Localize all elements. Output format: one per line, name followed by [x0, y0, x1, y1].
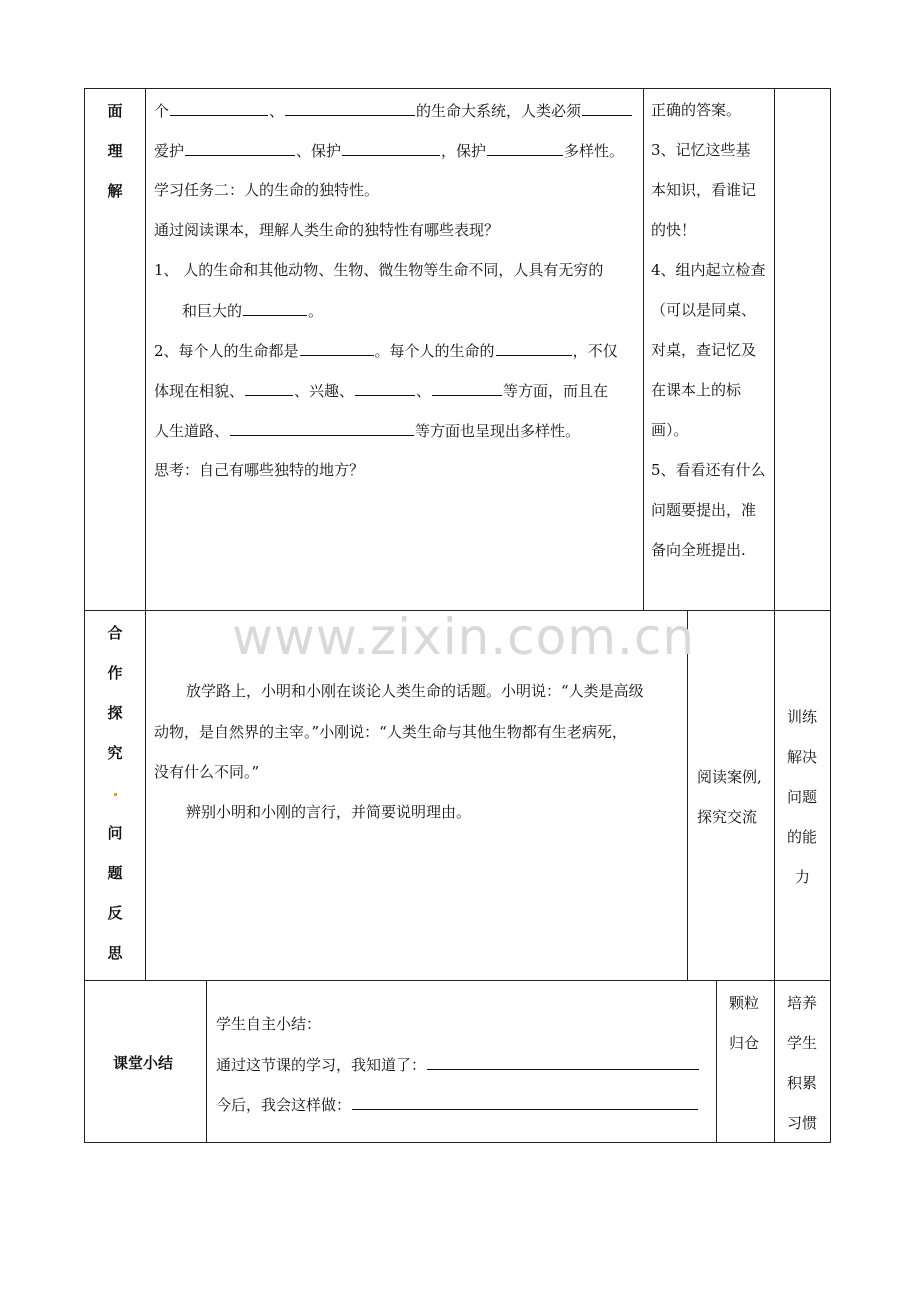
- think-question: 思考：自己有哪些独特的地方？: [154, 461, 365, 479]
- s1-col-1: [145, 88, 146, 610]
- label-char: 理: [107, 142, 123, 160]
- blank[interactable]: [496, 340, 572, 356]
- activity-line: 在课本上的标: [651, 381, 742, 399]
- case-line-3: 没有什么不同。”: [154, 763, 260, 781]
- item-1-line-2: [182, 300, 323, 321]
- s2-col-1: [145, 610, 146, 980]
- s1-col-3: [774, 88, 775, 610]
- text: 。每个人的生命的: [374, 342, 495, 360]
- blank[interactable]: [432, 380, 502, 396]
- s3-col-3: [774, 980, 775, 1142]
- table-border-right: [830, 88, 831, 1143]
- item-2-line-1: [154, 340, 618, 361]
- blank[interactable]: [355, 380, 415, 396]
- activity-line: 4、组内起立检查: [651, 261, 766, 279]
- s3-col-1: [206, 980, 207, 1142]
- blank[interactable]: [285, 100, 415, 116]
- blank[interactable]: [582, 100, 632, 116]
- activity-line: 备向全班提出.: [651, 541, 746, 559]
- text: 的生命大系统，人类必须: [416, 102, 582, 120]
- section2-label: [98, 622, 132, 982]
- text: 、兴趣、: [294, 382, 355, 400]
- text: 、保护: [296, 142, 342, 160]
- instruction-text: 通过阅读课本，理解人类生命的独特性有哪些表现？: [154, 221, 500, 239]
- label-char: 作: [107, 664, 123, 682]
- blank[interactable]: [245, 380, 293, 396]
- label-char: 究: [107, 744, 123, 762]
- fill-line-2: [154, 140, 624, 161]
- activity-line: 问题要提出，准: [651, 501, 757, 519]
- text: 爱护: [154, 142, 185, 160]
- text: 、: [269, 102, 285, 120]
- item-1-line-1: 1、 人的生命和其他动物、生物、微生物等生命不同，人具有无穷的: [154, 261, 604, 279]
- summary-line-2: [216, 1094, 699, 1115]
- label-char: 问: [107, 824, 123, 842]
- mark-dot: [98, 778, 132, 822]
- s2-col-3: [774, 610, 775, 980]
- blank[interactable]: [487, 140, 563, 156]
- blank[interactable]: [342, 140, 440, 156]
- text: ，不仅: [572, 342, 618, 360]
- label-char: 探: [107, 704, 123, 722]
- s1-col-2: [643, 88, 644, 610]
- activity-line: 阅读案例,: [697, 768, 762, 786]
- blank[interactable]: [352, 1094, 698, 1110]
- item-2-line-2: [154, 380, 608, 401]
- label-char: 合: [107, 624, 123, 642]
- goal-line: 的能: [787, 828, 818, 846]
- summary-line-1: [216, 1054, 700, 1075]
- summary-heading: 学生自主小结：: [216, 1015, 322, 1033]
- text: 。: [308, 302, 324, 320]
- text: 人生道路、: [154, 422, 230, 440]
- blank[interactable]: [185, 140, 295, 156]
- text: 多样性。: [564, 142, 625, 160]
- activity-line: 3、记忆这些基: [651, 141, 751, 159]
- blank[interactable]: [300, 340, 374, 356]
- text: ，保护: [441, 142, 487, 160]
- table-border-left: [84, 88, 85, 1143]
- activity-line: 归仓: [729, 1034, 760, 1052]
- text: 等方面也呈现出多样性。: [415, 422, 581, 440]
- blank[interactable]: [243, 300, 307, 316]
- text: 等方面，而且在: [503, 382, 609, 400]
- label-char: 解: [107, 182, 123, 200]
- label-char: 思: [107, 944, 123, 962]
- text: 今后，我会这样做：: [216, 1096, 352, 1114]
- activity-line: 正确的答案。: [651, 101, 742, 119]
- activity-line: 本知识，看谁记: [651, 181, 757, 199]
- goal-line: 学生: [787, 1034, 818, 1052]
- activity-line: 探究交流: [697, 808, 758, 826]
- text: 通过这节课的学习，我知道了：: [216, 1056, 427, 1074]
- case-line-2: 动物，是自然界的主宰。”小刚说：“人类生命与其他生物都有生老病死，: [154, 723, 627, 741]
- section3-label: 课堂小结: [113, 1054, 174, 1072]
- s3-col-2: [716, 980, 717, 1142]
- activity-line: 颗粒: [729, 994, 760, 1012]
- case-line-1: 放学路上，小明和小刚在谈论人类生命的话题。小明说：“人类是高级: [186, 682, 644, 700]
- row-divider-2: [84, 980, 831, 981]
- task-two-heading: 学习任务二：人的生命的独特性。: [154, 181, 380, 199]
- text: 2、每个人的生命都是: [154, 342, 299, 360]
- activity-line: 5、看看还有什么: [651, 461, 766, 479]
- blank[interactable]: [230, 420, 414, 436]
- watermark: www.zixin.com.cn: [232, 608, 696, 666]
- fill-line-1: [154, 100, 633, 121]
- text: 、: [416, 382, 432, 400]
- goal-line: 训练: [787, 708, 818, 726]
- blank[interactable]: [427, 1054, 699, 1070]
- goal-line: 力: [795, 868, 811, 886]
- activity-line: 画）。: [651, 421, 689, 439]
- goal-line: 积累: [787, 1074, 818, 1092]
- activity-line: 对桌，查记忆及: [651, 341, 757, 359]
- label-char: 题: [107, 864, 123, 882]
- goal-line: 解决: [787, 748, 818, 766]
- text: 体现在相貌、: [154, 382, 245, 400]
- label-char: 反: [107, 904, 123, 922]
- text: 个: [154, 102, 170, 120]
- item-2-line-3: [154, 420, 580, 441]
- blank[interactable]: [170, 100, 268, 116]
- label-char: 面: [107, 102, 123, 120]
- table-border-bottom: [84, 1142, 831, 1143]
- goal-line: 习惯: [787, 1114, 818, 1132]
- case-question: 辨别小明和小刚的言行，并简要说明理由。: [186, 803, 472, 821]
- goal-line: 培养: [787, 994, 818, 1012]
- activity-line: （可以是同桌、: [651, 301, 757, 319]
- activity-line: 的快！: [651, 221, 697, 239]
- section1-label: [98, 100, 132, 220]
- goal-line: 问题: [787, 788, 818, 806]
- text: 和巨大的: [182, 302, 243, 320]
- table-border-top: [84, 88, 831, 89]
